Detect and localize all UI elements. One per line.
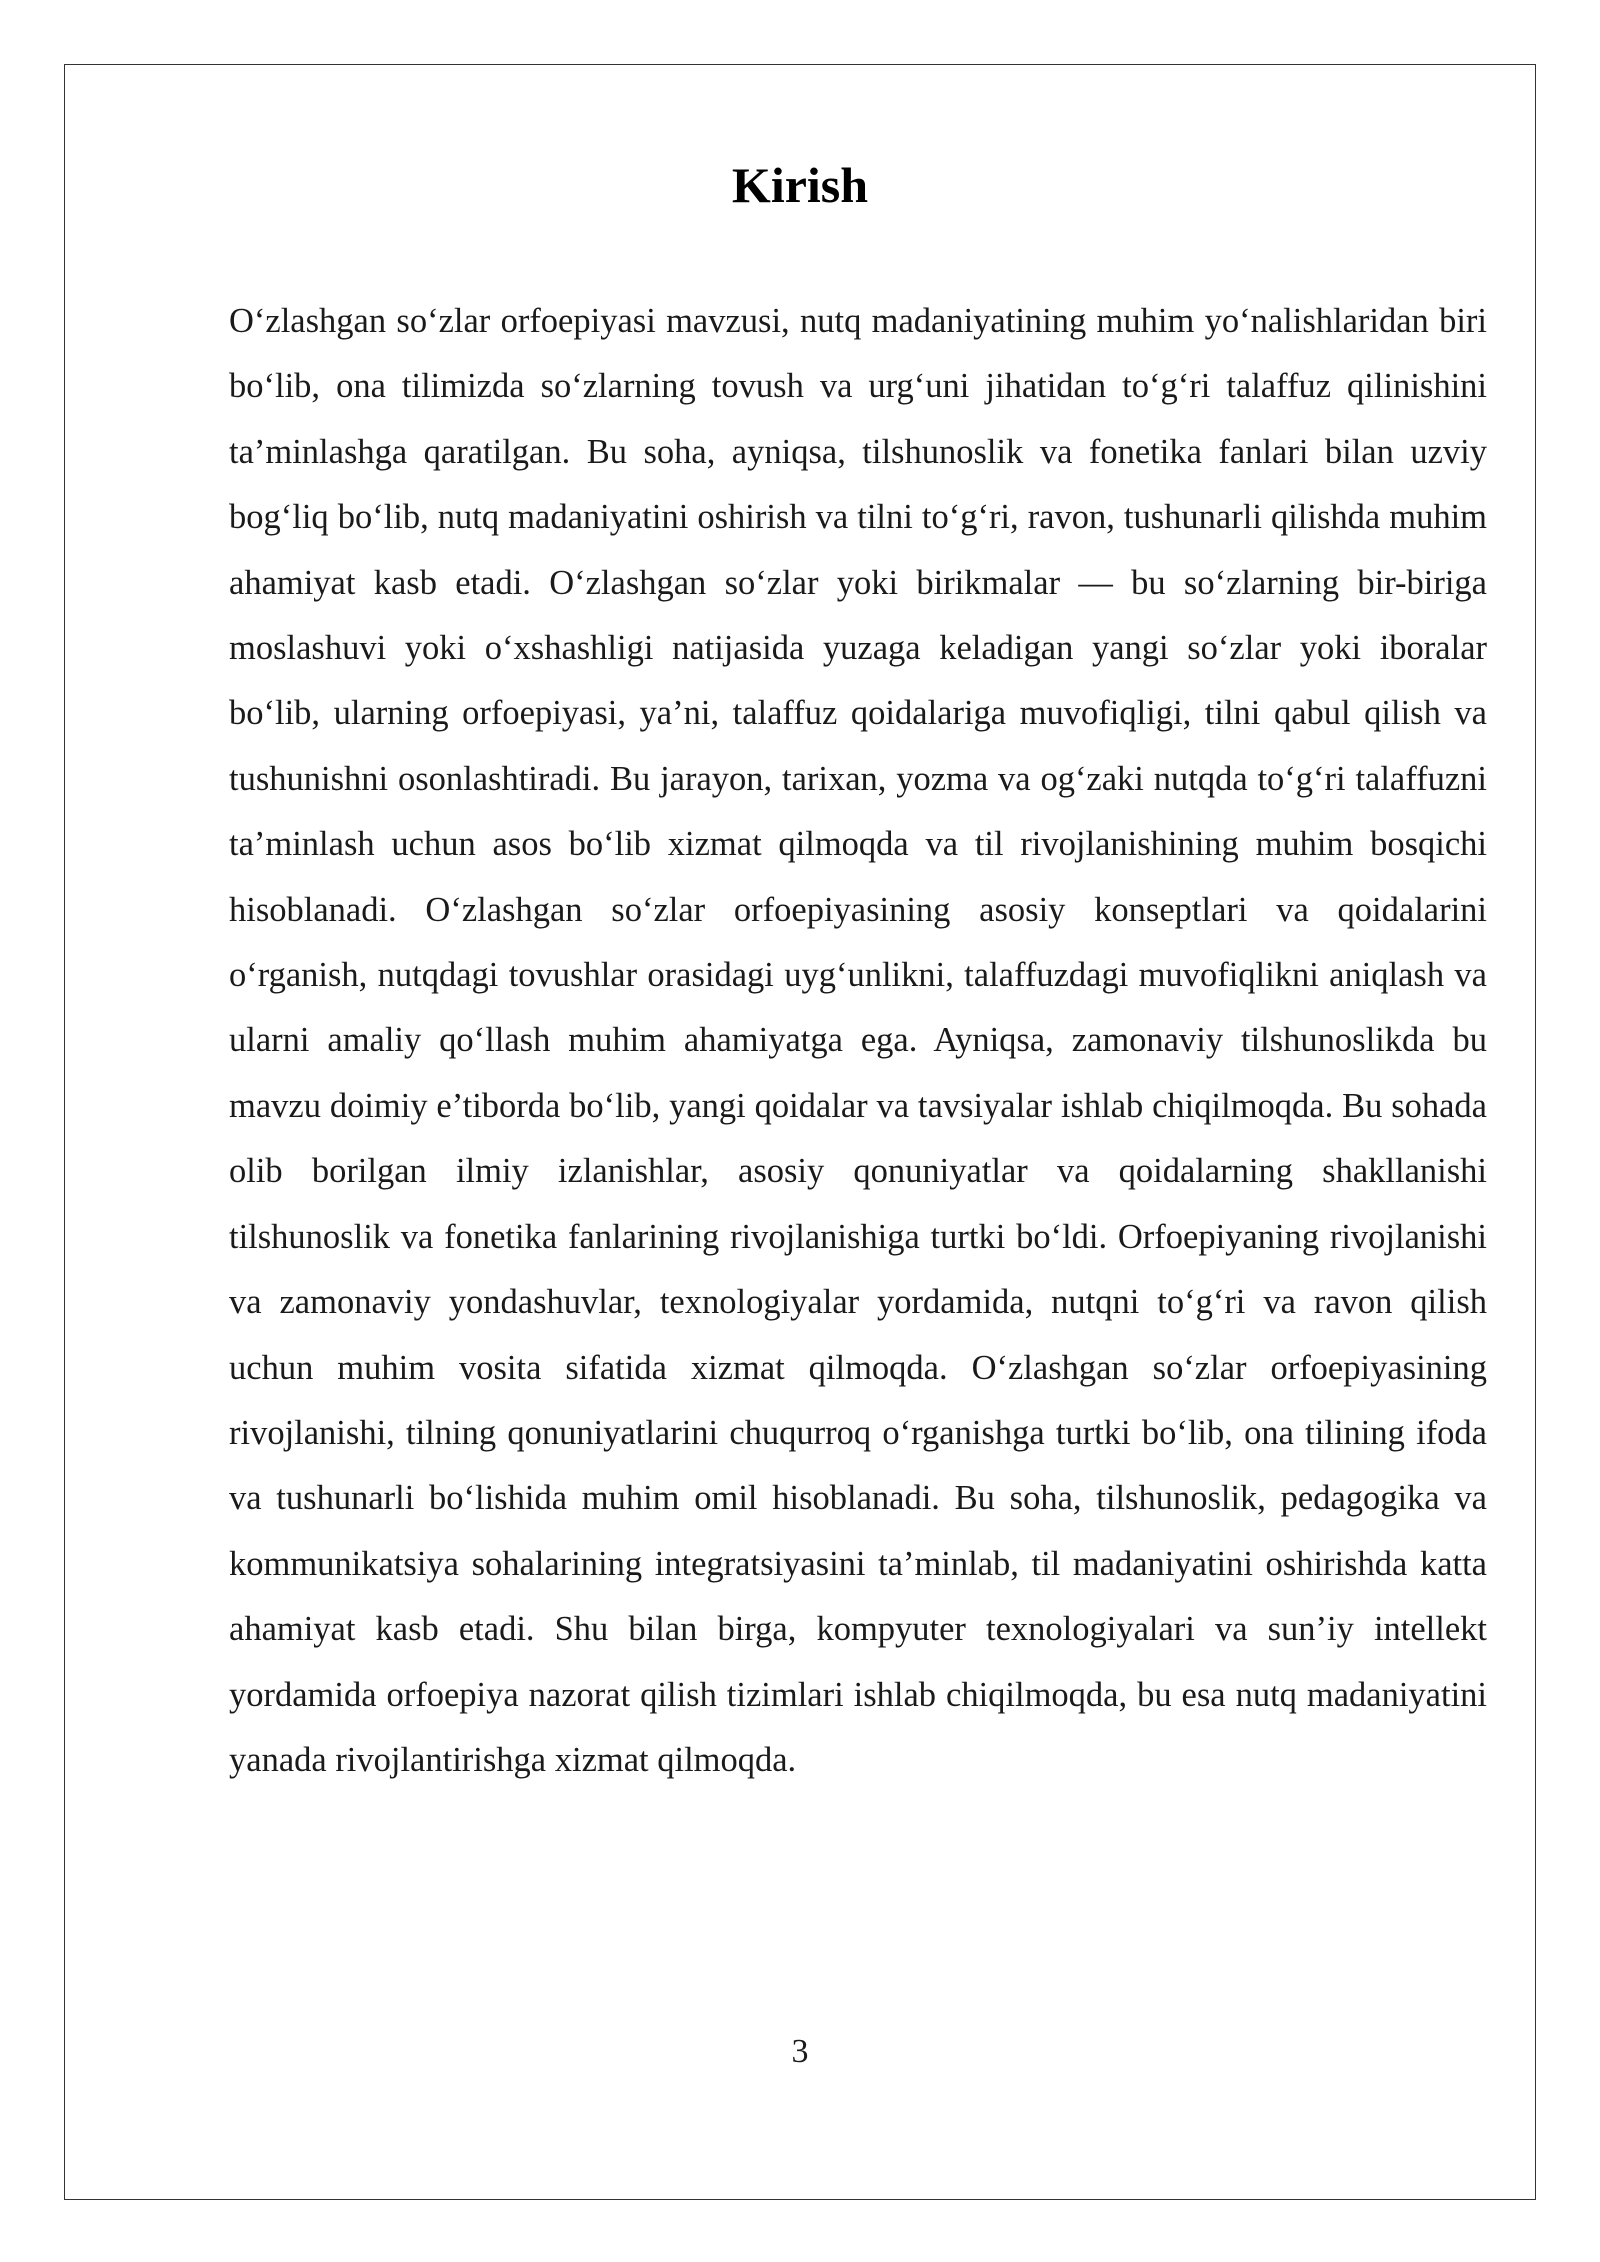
body-paragraph: O‘zlashgan so‘zlar orfoepiyasi mavzusi, nutq madaniyatining muhim yo‘nalishlaridan biri bo‘lib, ona tilimizda so‘zlarning tovush va urg‘uni jihatidan to‘g‘ri talaffuz qilinishini ta’minlashga qaratilgan. Bu soha, ayniqsa, tilshunoslik va fonetika fanlari bilan uzviy bog‘liq bo‘lib, nutq madaniyatini oshirish va tilni to‘g‘ri, ravon, tushunarli qilishda muhim ahamiyat kasb etadi. O‘zlashgan so‘zlar yoki birikmalar — bu so‘zlarning bir-biriga moslashuvi yoki o‘xshashligi natijasida yuzaga keladigan yangi so‘zlar yoki iboralar bo‘lib, ularning orfoepiyasi, ya’ni, talaffuz qoidalariga muvofiqligi, tilni qabul qilish va tushunishni osonlashtiradi. Bu jarayon, tarixan, yozma va og‘zaki nutqda to‘g‘ri talaffuzni ta’minlash uchun asos bo‘lib xizmat qilmoqda va til rivojlanishining muhim bosqichi hisoblanadi. O‘zlashgan so‘zlar orfoepiyasining asosiy konseptlari va qoidalarini o‘rganish, nutqdagi tovushlar orasidagi uyg‘unlikni, talaffuzdagi muvofiqlikni aniqlash va ularni amaliy qo‘llash muhim ahamiyatga ega. Ayniqsa, zamonaviy tilshunoslikda bu mavzu doimiy e’tiborda bo‘lib, yangi qoidalar va tavsiyalar ishlab chiqilmoqda. Bu sohada olib borilgan ilmiy izlanishlar, asosiy qonuniyatlar va qoidalarning shakllanishi tilshunoslik va fonetika fanlarining rivojlanishiga turtki bo‘ldi. Orfoepiyaning rivojlanishi va zamonaviy yondashuvlar, texnologiyalar yordamida, nutqni to‘g‘ri va ravon qilish uchun muhim vosita sifatida xizmat qilmoqda. O‘zlashgan so‘zlar orfoepiyasining rivojlanishi, tilning qonuniyatlarini chuqurroq o‘rganishga turtki bo‘lib, ona tilining ifoda va tushunarli bo‘lishida muhim omil hisoblanadi. Bu soha, tilshunoslik, pedagogika va kommunikatsiya sohalarining integratsiyasini ta’minlab, til madaniyatini oshirishda katta ahamiyat kasb etadi. Shu bilan birga, kompyuter texnologiyalari va sun’iy intellekt yordamida orfoepiya nazorat qilish tizimlari ishlab chiqilmoqda, bu esa nutq madaniyatini yanada rivojlantirishga xizmat qilmoqda. [229, 302, 1487, 1779]
page-title: Kirish [731, 157, 869, 213]
page-number: 3 [791, 2033, 809, 2070]
